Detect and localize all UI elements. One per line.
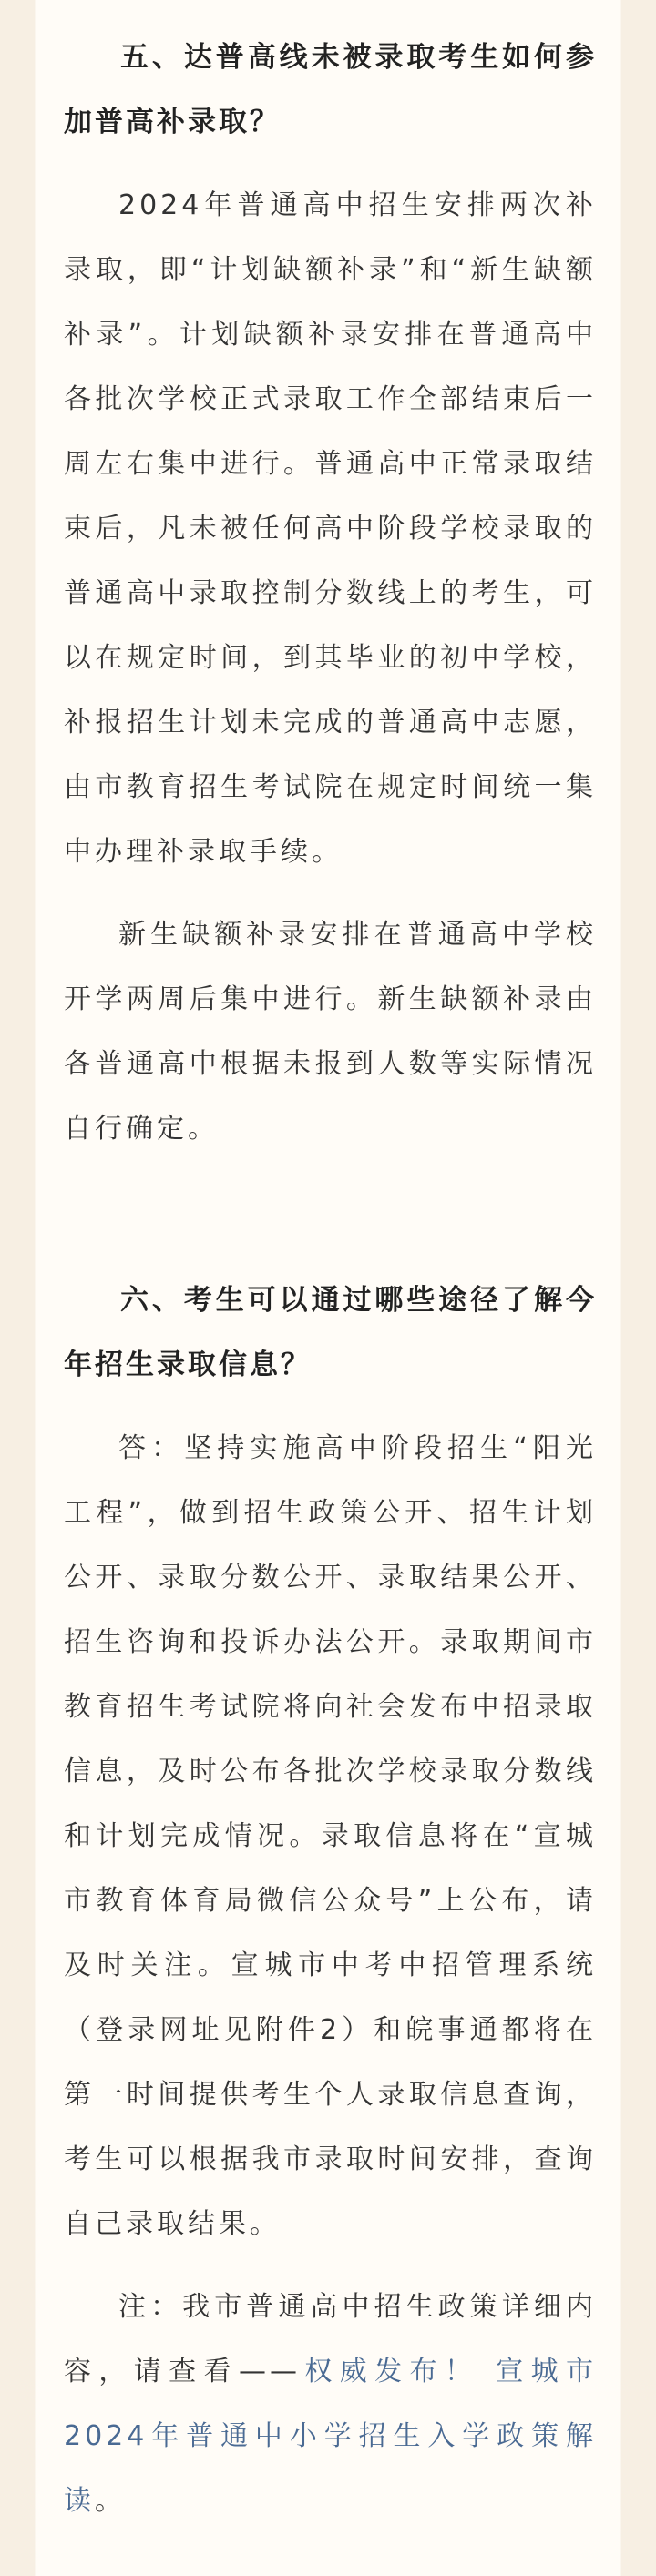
note-suffix: 。 (95, 2485, 126, 2517)
policy-link[interactable]: 权威发布！ 宣城市2024年普通中小学招生入学政策解读 (64, 2356, 597, 2517)
section-heading-6: 六、考生可以通过哪些途径了解今年招生录取信息？ (64, 1284, 597, 1381)
page-margin-left (0, 0, 35, 2576)
note-prefix: 注：我市普通高中招生政策详细内容，请查看—— (64, 2291, 597, 2388)
note-paragraph (64, 2275, 597, 2533)
article-content (64, 0, 597, 2533)
paragraph-6-1: 答：坚持实施高中阶段招生“阳光工程”，做到招生政策公开、招生计划公开、录取分数公开、录取结果公开、招生咨询和投诉办法公开。录取期间市教育招生考试院将向社会发布中招录取信息，及时公布各批次学校录取分数线和计划完成情况。录取信息将在“宣城市教育体育局微信公众号”上公布，请及时关注。宣城市中考中招管理系统（登录网址见附件2）和皖事通都将在第一时间提供考生个人录取信息查询，考生可以根据我市录取时间安排，查询自己录取结果。 (64, 1432, 597, 2240)
paragraph-5-1: 2024年普通高中招生安排两次补录取，即“计划缺额补录”和“新生缺额补录”。计划缺额补录安排在普通高中各批次学校正式录取工作全部结束后一周左右集中进行。普通高中正常录取结束后，凡未被任何高中阶段学校录取的普通高中录取控制分数线上的考生，可以在规定时间，到其毕业的初中学校，补报招生计划未完成的普通高中志愿，由市教育招生考试院在规定时间统一集中办理补录取手续。 (64, 189, 597, 868)
article-page (36, 0, 620, 2576)
section-heading-5: 五、达普高线未被录取考生如何参加普高补录取？ (64, 41, 597, 138)
page-margin-right (621, 0, 656, 2576)
paragraph-5-2: 新生缺额补录安排在普通高中学校开学两周后集中进行。新生缺额补录由各普通高中根据未报到人数等实际情况自行确定。 (64, 919, 597, 1145)
